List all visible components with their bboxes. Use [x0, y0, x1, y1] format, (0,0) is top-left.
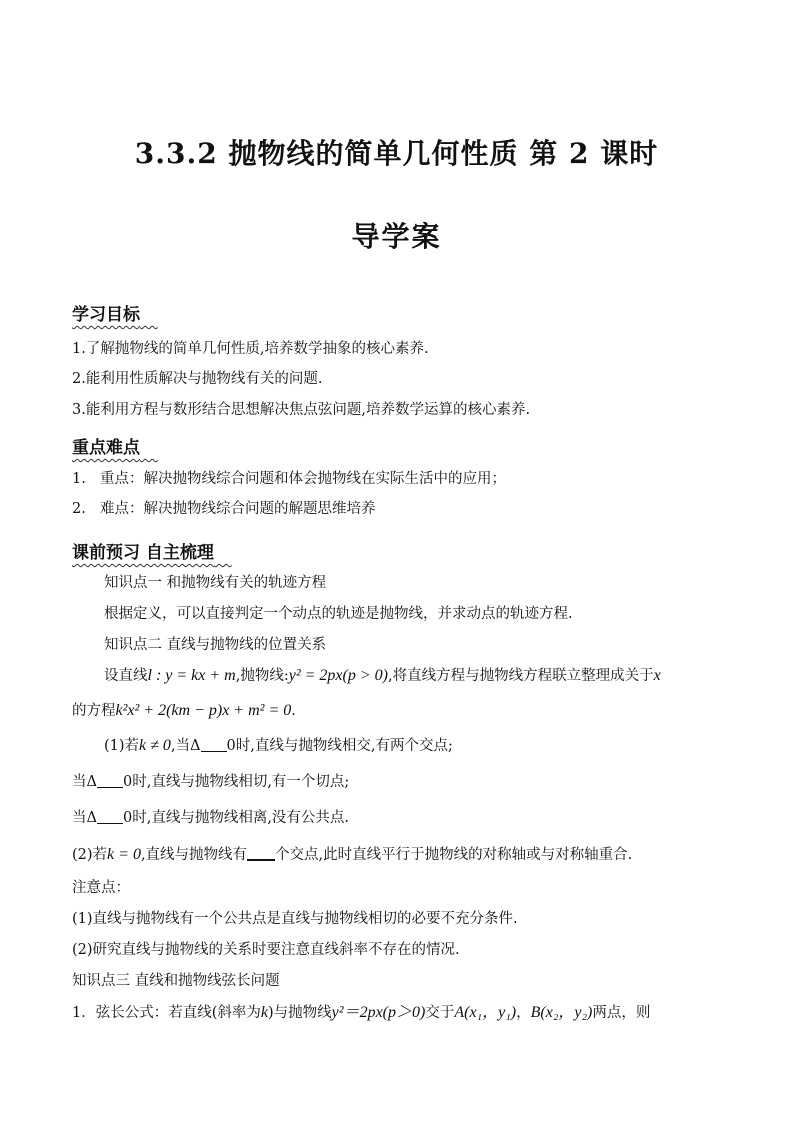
formula-parabola: y² = 2px(p > 0): [288, 667, 388, 684]
delta-symbol: Δ: [86, 774, 97, 790]
note-item: (2)研究直线与抛物线的关系时要注意直线斜率不存在的情况.: [72, 942, 460, 958]
case-line: [72, 770, 349, 791]
section-heading-objectives: 学习目标: [72, 305, 140, 325]
text-run: 0时,直线与抛物线相交,有两个交点;: [226, 738, 453, 754]
point-b: B(x₂，y₂): [530, 1004, 593, 1021]
item-text: 重点：解决抛物线综合问题和体会抛物线在实际生活中的应用；: [100, 471, 506, 487]
text-run: ，: [516, 1005, 531, 1021]
item-number: 2.: [72, 501, 86, 517]
note-item: (1)直线与抛物线有一个公共点是直线与抛物线相切的必要不充分条件.: [72, 911, 518, 927]
text-run: 0时,直线与抛物线相切,有一个切点;: [122, 774, 350, 790]
case-line: [104, 734, 453, 755]
text-run: ,抛物线:: [235, 668, 289, 684]
objective-item: 3.能利用方程与数形结合思想解决焦点弦问题,培养数学运算的核心素养.: [72, 402, 531, 418]
text-run: 设直线: [104, 668, 148, 684]
text-run: 当: [72, 810, 87, 826]
item-text: 难点：解决抛物线综合问题的解题思维培养: [100, 501, 376, 517]
knowledge-point-1-title: 知识点一 和抛物线有关的轨迹方程: [104, 575, 327, 591]
page-title: 3.3.2 抛物线的简单几何性质 第 2 课时: [134, 137, 659, 170]
text-run: )与抛物线: [268, 1005, 332, 1021]
fill-in-blank[interactable]: [97, 809, 123, 824]
formula-k-zero: k = 0: [107, 846, 141, 863]
fill-in-blank[interactable]: [247, 845, 275, 861]
chord-length-line: [72, 999, 650, 1022]
fill-in-blank[interactable]: [201, 737, 227, 752]
section-heading-preview: 课前预习 自主梳理: [72, 543, 214, 563]
page-subtitle: 导学案: [351, 220, 442, 253]
note-title: 注意点：: [72, 880, 130, 896]
text-run: 个交点,此时直线平行于抛物线的对称轴或与对称轴重合.: [275, 847, 633, 863]
text-run: .: [291, 703, 296, 719]
text-run: 的方程: [72, 703, 116, 719]
paragraph-line: [104, 664, 661, 685]
paragraph-line: [72, 699, 296, 720]
variable-k: k: [260, 1004, 268, 1021]
item-number: 1.: [72, 471, 86, 487]
delta-symbol: Δ: [190, 738, 201, 754]
formula-quadratic: k²x² + 2(km − p)x + m² = 0: [115, 702, 292, 719]
text-run: 交于: [425, 1005, 455, 1021]
text-run: 两点，则: [592, 1005, 651, 1021]
point-a: A(x₁，y₁): [454, 1004, 517, 1021]
key-point-item: [72, 467, 506, 488]
fill-in-blank[interactable]: [97, 773, 123, 788]
text-run: 1．弦长公式：若直线(斜率为: [72, 1005, 261, 1021]
delta-symbol: Δ: [86, 810, 97, 826]
formula-line: l : y = kx + m: [147, 667, 236, 684]
objective-item: 2.能利用性质解决与抛物线有关的问题.: [72, 371, 323, 387]
formula-parabola: y²＝2px(p＞0): [331, 1004, 426, 1021]
case-line: [72, 806, 349, 827]
text-run: 0时,直线与抛物线相离,没有公共点.: [122, 810, 350, 826]
text-run: ,直线与抛物线有: [140, 847, 248, 863]
knowledge-point-2-title: 知识点二 直线与抛物线的位置关系: [104, 637, 327, 653]
objective-item: 1.了解抛物线的简单几何性质,培养数学抽象的核心素养.: [72, 341, 429, 357]
knowledge-point-3-title: 知识点三 直线和抛物线弦长问题: [72, 973, 280, 989]
text-run: (2)若: [72, 847, 108, 863]
case-line: [72, 843, 632, 864]
key-point-item: [72, 497, 376, 518]
text-run: ,当: [170, 738, 191, 754]
knowledge-point-1-text: 根据定义，可以直接判定一个动点的轨迹是抛物线，并求动点的轨迹方程.: [104, 606, 573, 622]
text-run: (1)若: [104, 738, 140, 754]
variable-x: x: [653, 667, 661, 684]
text-run: 当: [72, 774, 87, 790]
formula-k-nonzero: k ≠ 0: [139, 737, 171, 754]
section-heading-key-points: 重点难点: [72, 438, 140, 458]
text-run: ,将直线方程与抛物线方程联立整理成关于: [387, 668, 654, 684]
